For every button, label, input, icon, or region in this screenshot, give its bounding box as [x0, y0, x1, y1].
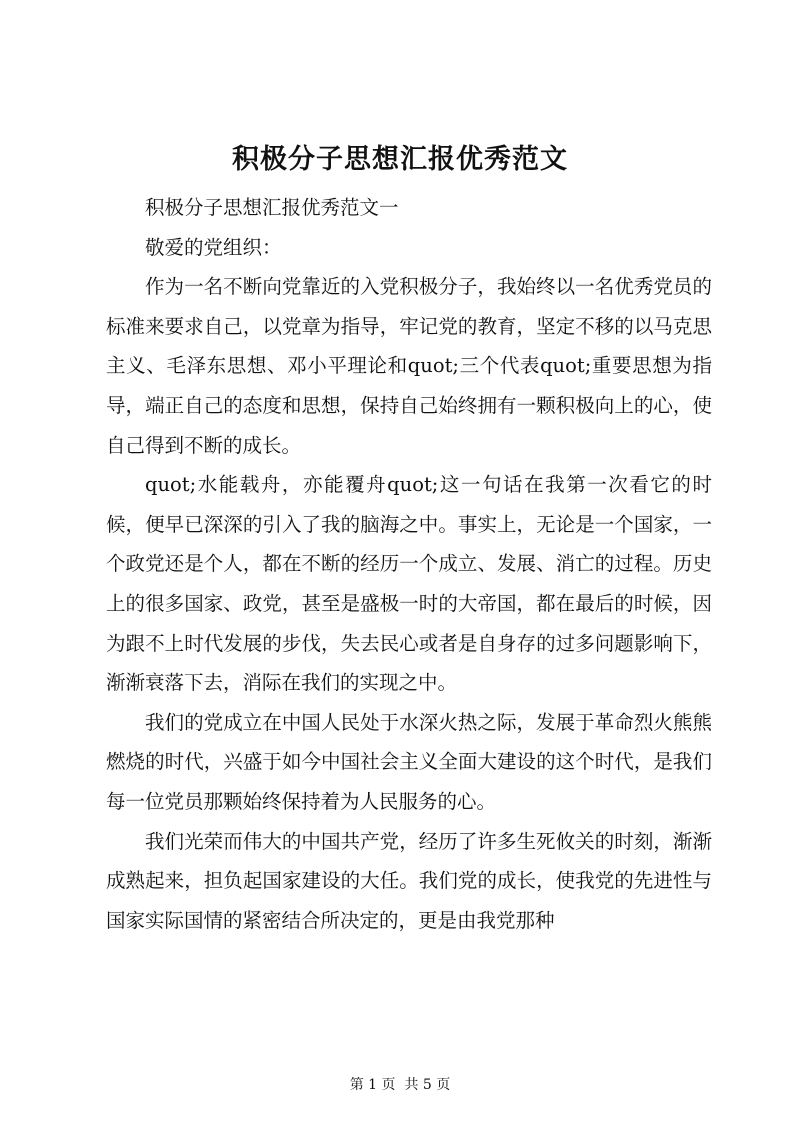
document-title: 积极分子思想汇报优秀范文 [232, 144, 568, 175]
page-number: 第 1 页 共 5 页 [349, 1077, 451, 1093]
paragraph: quot;水能载舟，亦能覆舟quot;这一句话在我第一次看它的时候，便早已深深的引入了我的脑海之中。事实上，无论是一个国家，一个政党还是个人，都在不断的经历一个成立、发展、消亡的过程。历史上的很多国家、政党，甚至是盛极一时的大帝国，都在最后的时候，因为跟不上时代发展的步伐，失去民心或者是自身存的过多问题影响下，渐渐衰落下去，消际在我们的实现之中。 [106, 473, 712, 695]
paragraph-salutation: 敬爱的党组织： [145, 235, 282, 259]
document-body [106, 188, 712, 940]
paragraph: 作为一名不断向党靠近的入党积极分子，我始终以一名优秀党员的标准来要求自己，以党章为指导，牢记党的教育，坚定不移的以马克思主义、毛泽东思想、邓小平理论和quot;三个代表quot;重要思想为指导，端正自己的态度和思想，保持自己始终拥有一颗积极向上的心，使自己得到不断的成长。 [106, 275, 712, 457]
paragraph: 我们的党成立在中国人民处于水深火热之际，发展于革命烈火熊熊燃烧的时代，兴盛于如今中国社会主义全面大建设的这个时代，是我们每一位党员那颗始终保持着为人民服务的心。 [106, 710, 712, 813]
paragraph-subtitle: 积极分子思想汇报优秀范文一 [145, 196, 399, 219]
page-footer [0, 1075, 800, 1095]
paragraph: 我们光荣而伟大的中国共产党，经历了许多生死攸关的时刻，渐渐成熟起来，担负起国家建设的大任。我们党的成长，使我党的先进性与国家实际国情的紧密结合所决定的，更是由我党那种 [106, 829, 712, 932]
